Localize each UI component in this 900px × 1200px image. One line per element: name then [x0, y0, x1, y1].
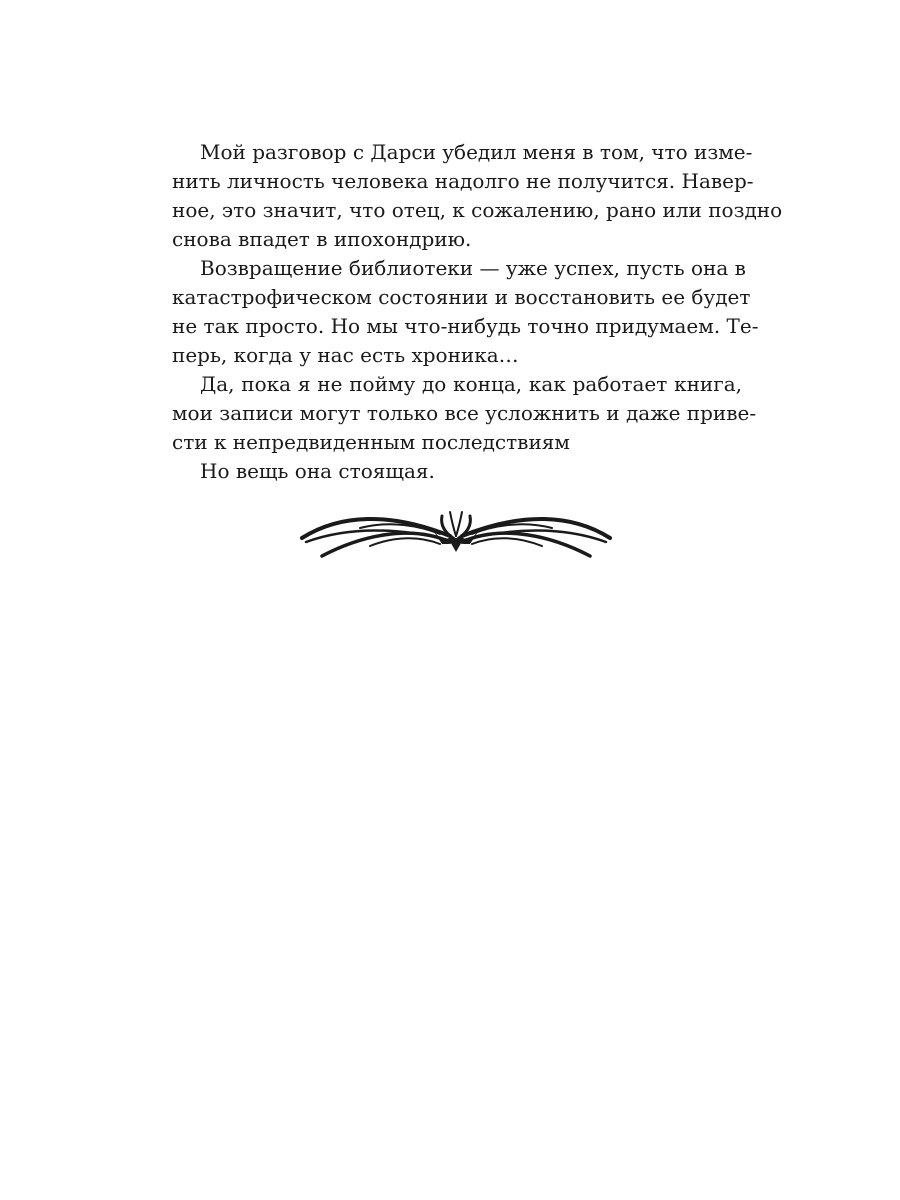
paragraph-1: [172, 138, 783, 254]
paragraph-2: [172, 254, 759, 370]
text-line: перь, когда у нас есть хроника…: [172, 343, 519, 367]
text-line: нить личность человека надолго не получится. Навер-: [172, 169, 754, 193]
paragraph-4: [172, 457, 742, 486]
text-line: катастрофическом состоянии и восстановить ее будет: [172, 285, 751, 309]
body-text: [172, 138, 783, 486]
text-line: Да, пока я не пойму до конца, как работает книга,: [200, 372, 742, 396]
paragraph-3: [172, 370, 757, 457]
text-line: снова впадет в ипохондрию.: [172, 227, 472, 251]
tribal-flourish-divider-icon: [300, 506, 612, 562]
text-line: Возвращение библиотеки — уже успех, пусть она в: [200, 256, 746, 280]
text-line: сти к непредвиденным последствиям: [172, 430, 570, 454]
text-line: мои записи могут только все усложнить и даже приве-: [172, 401, 757, 425]
text-line: Но вещь она стоящая.: [200, 459, 435, 483]
text-line: не так просто. Но мы что-нибудь точно придумаем. Те-: [172, 314, 759, 338]
text-line: Мой разговор с Дарси убедил меня в том, что изме-: [200, 140, 753, 164]
text-line: ное, это значит, что отец, к сожалению, рано или поздно: [172, 198, 783, 222]
